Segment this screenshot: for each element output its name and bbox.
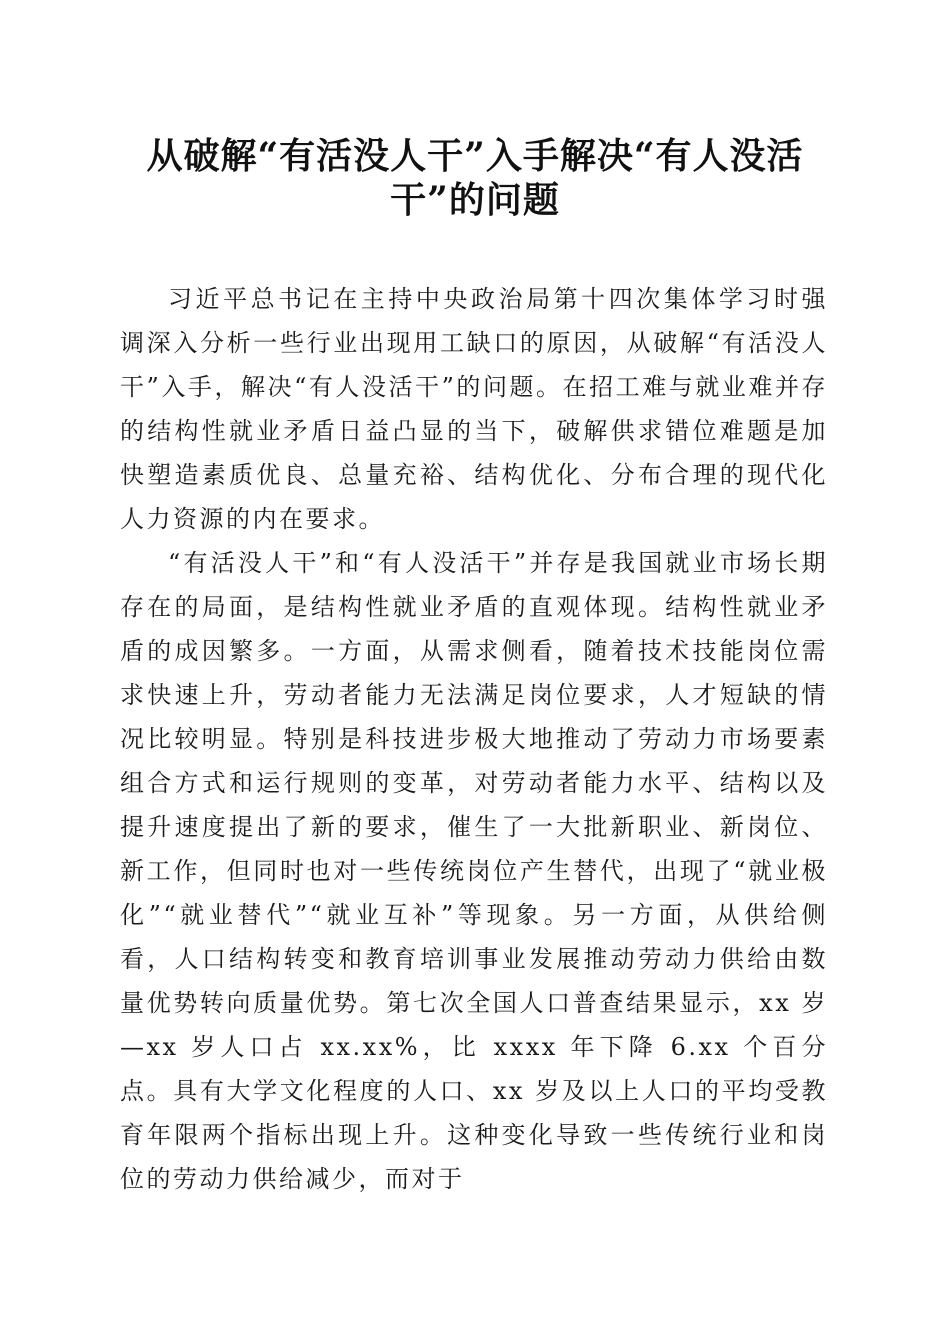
paragraph-1: 习近平总书记在主持中央政治局第十四次集体学习时强调深入分析一些行业出现用工缺口的原因，从破解“有活没人干”入手，解决“有人没活干”的问题。在招工难与就业难并存的结构性就业矛盾日益凸显的当下，破解供求错位难题是加快塑造素质优良、总量充裕、结构优化、分布合理的现代化人力资源的内在要求。: [120, 285, 828, 533]
document-title: [100, 134, 850, 222]
title-line-1: 从破解“有活没人干”入手解决“有人没活: [146, 135, 804, 177]
title-line-2: 干”的问题: [390, 179, 560, 221]
paragraph-2: “有活没人干”和“有人没活干”并存是我国就业市场长期存在的局面，是结构性就业矛盾的直观体现。结构性就业矛盾的成因繁多。一方面，从需求侧看，随着技术技能岗位需求快速上升，劳动者能力无法满足岗位要求，人才短缺的情况比较明显。特别是科技进步极大地推动了劳动力市场要素组合方式和运行规则的变革，对劳动者能力水平、结构以及提升速度提出了新的要求，催生了一大批新职业、新岗位、新工作，但同时也对一些传统岗位产生替代，出现了“就业极化”“就业替代”“就业互补”等现象。另一方面，从供给侧看，人口结构转变和教育培训事业发展推动劳动力供给由数量优势转向质量优势。第七次全国人口普查结果显示，xx 岁—xx 岁人口占 xx.xx%，比 xxxx 年下降 6.xx 个百分点。具有大学文化程度的人口、xx 岁及以上人口的平均受教育年限两个指标出现上升。这种变化导致一些传统行业和岗位的劳动力供给减少，而对于: [120, 549, 828, 1193]
document-body: [120, 277, 828, 1201]
